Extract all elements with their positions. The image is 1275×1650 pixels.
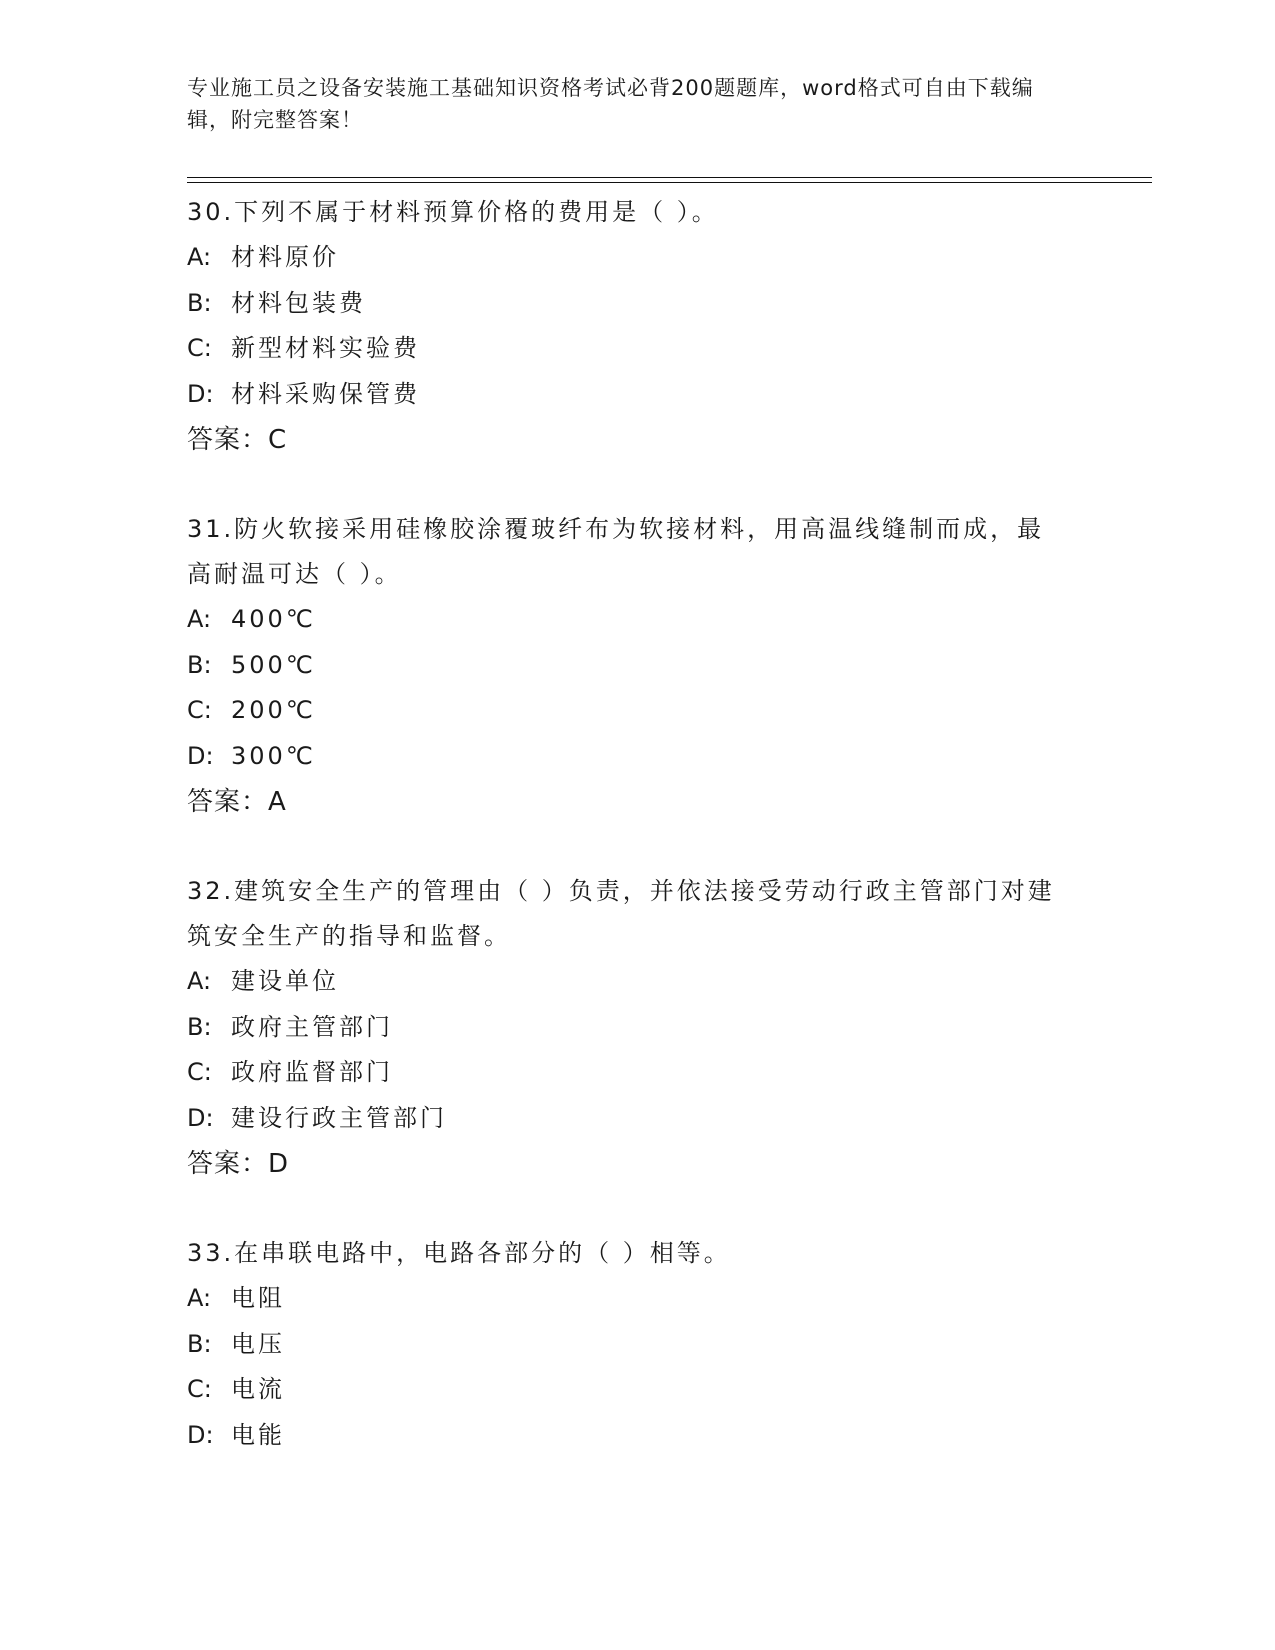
option-text: 电能 <box>231 1420 285 1449</box>
question-33 <box>187 1231 1067 1458</box>
question-stem: 33.在串联电路中，电路各部分的（ ）相等。 <box>187 1239 731 1267</box>
option-letter: A: <box>187 605 212 633</box>
answer-line: 答案：A <box>187 787 287 817</box>
option-letter: C: <box>187 696 212 724</box>
document-intro: 专业施工员之设备安装施工基础知识资格考试必背200题题库，word格式可自由下载编辑，附完整答案！ <box>187 76 1034 132</box>
option-letter: A: <box>187 1284 212 1312</box>
option-letter: C: <box>187 334 212 362</box>
option-b <box>187 1322 1067 1368</box>
option-text: 政府主管部门 <box>231 1012 393 1041</box>
option-text: 材料包装费 <box>231 288 366 317</box>
option-letter: B: <box>187 288 212 317</box>
option-c <box>187 326 1067 372</box>
option-text: 400℃ <box>231 605 316 633</box>
option-text: 建设单位 <box>231 967 339 995</box>
option-d <box>187 1413 1067 1459</box>
question-31 <box>187 507 1067 825</box>
option-text: 材料原价 <box>231 243 339 271</box>
option-c <box>187 688 1067 734</box>
option-letter: C: <box>187 1058 212 1086</box>
option-a <box>187 597 1067 643</box>
question-list <box>187 190 1067 1502</box>
option-letter: A: <box>187 967 212 995</box>
answer-line: 答案：C <box>187 425 288 455</box>
option-letter: B: <box>187 650 212 679</box>
option-text: 政府监督部门 <box>231 1058 393 1086</box>
option-text: 500℃ <box>231 650 316 679</box>
option-letter: B: <box>187 1012 212 1041</box>
question-stem: 31.防火软接采用硅橡胶涂覆玻纤布为软接材料，用高温线缝制而成，最高耐温可达（ ）。 <box>187 515 1045 588</box>
option-text: 电压 <box>231 1329 285 1358</box>
option-letter: D: <box>187 1103 214 1132</box>
option-letter: D: <box>187 379 214 408</box>
option-d <box>187 734 1067 780</box>
option-b <box>187 281 1067 327</box>
option-text: 300℃ <box>231 741 316 770</box>
option-text: 200℃ <box>231 696 316 724</box>
question-stem: 30.下列不属于材料预算价格的费用是（ ）。 <box>187 198 719 226</box>
option-letter: D: <box>187 741 214 770</box>
option-text: 电阻 <box>231 1284 285 1312</box>
question-32 <box>187 869 1067 1187</box>
option-text: 建设行政主管部门 <box>231 1103 447 1132</box>
header-divider-bottom <box>187 182 1152 183</box>
option-b <box>187 1005 1067 1051</box>
option-text: 新型材料实验费 <box>231 334 420 362</box>
option-letter: D: <box>187 1420 214 1449</box>
option-letter: B: <box>187 1329 212 1358</box>
option-a <box>187 959 1067 1005</box>
answer-line: 答案：D <box>187 1149 290 1179</box>
option-c <box>187 1367 1067 1413</box>
option-a <box>187 1276 1067 1322</box>
option-letter: A: <box>187 243 212 271</box>
option-d <box>187 1096 1067 1142</box>
header-divider-top <box>187 177 1152 178</box>
option-c <box>187 1050 1067 1096</box>
option-b <box>187 643 1067 689</box>
option-d <box>187 372 1067 418</box>
option-letter: C: <box>187 1375 212 1403</box>
option-text: 电流 <box>231 1375 285 1403</box>
question-stem: 32.建筑安全生产的管理由（ ）负责，并依法接受劳动行政主管部门对建筑安全生产的指导和监督。 <box>187 877 1055 950</box>
option-a <box>187 235 1067 281</box>
question-30 <box>187 190 1067 463</box>
option-text: 材料采购保管费 <box>231 379 420 408</box>
